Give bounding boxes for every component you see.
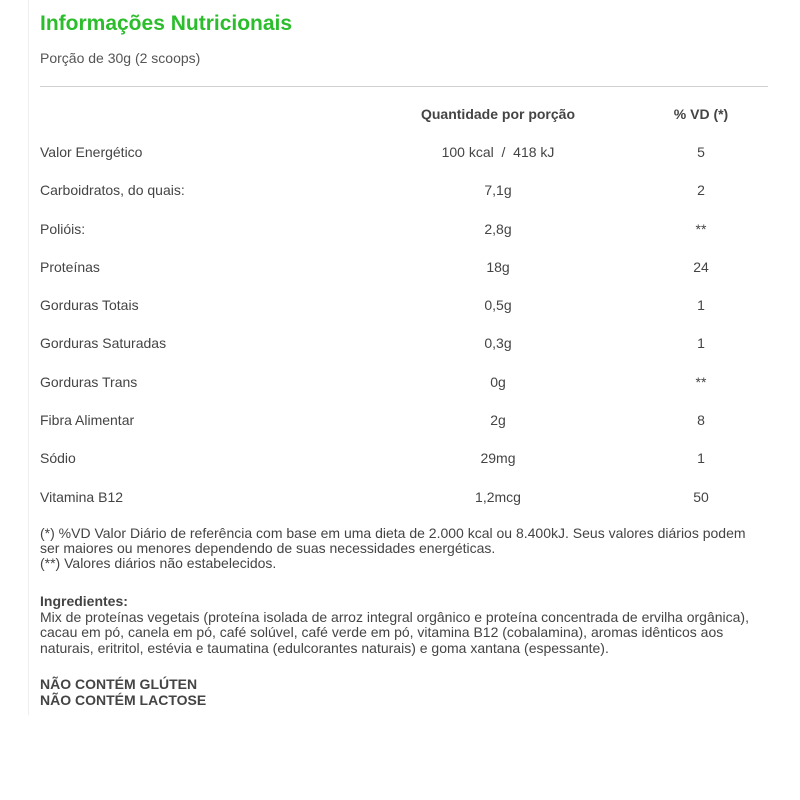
nutrient-quantity: 2,8g [484,220,512,237]
allergen-warnings [40,677,206,708]
nutrient-quantity: 7,1g [484,182,512,199]
nutrient-vd: ** [695,373,707,390]
table-row [40,325,768,363]
ingredients-text: Mix de proteínas vegetais (proteína isolada de arroz integral orgânico e proteína concentrada de ervilha orgânica), cacau em pó, canela em pó, café solúvel, café verde em pó, vitamina B12 (cobalamina), aromas idênticos aos naturais, eritritol, estévia e taumatina (edulcorantes naturais) e goma xantana (espessante). [40,608,749,656]
not-established-footnote: (**) Valores diários não estabelecidos. [40,555,277,571]
left-border-line [28,0,29,715]
nutrient-name: Gorduras Trans [40,373,138,390]
nutrient-name: Gorduras Saturadas [40,335,167,352]
nutrient-quantity: 1,2mcg [475,488,521,505]
page-title: Informações Nutricionais [40,12,293,35]
nutrient-vd: 8 [697,412,705,429]
table-row [40,211,768,249]
nutrient-vd: 50 [693,488,709,505]
portion-size: Porção de 30g (2 scoops) [40,50,201,66]
table-row [40,134,768,172]
nutrient-vd: 2 [697,182,705,199]
divider [40,86,768,87]
table-row [40,440,768,478]
vd-footnote: (*) %VD Valor Diário de referência com base em uma dieta de 2.000 kcal ou 8.400kJ. Seus valores diários podem ser maiores ou menores dependendo de suas necessidades energéticas. [40,525,746,556]
nutrient-name: Gorduras Totais [40,297,139,314]
header-vd: % VD (*) [673,106,729,122]
nutrition-table [40,96,768,517]
gluten-warning: NÃO CONTÉM GLÚTEN [40,676,198,692]
nutrient-name: Vitamina B12 [40,488,124,505]
nutrient-vd: 1 [697,335,705,352]
nutrient-vd: ** [695,220,707,237]
nutrient-quantity: 29mg [480,450,516,467]
nutrient-name: Polióis: [40,220,86,237]
nutrient-name: Sódio [40,450,76,467]
table-row [40,479,768,517]
nutrient-vd: 1 [697,297,705,314]
table-row [40,402,768,440]
nutrient-name: Proteínas [40,258,100,275]
nutrient-quantity: 0,5g [484,297,512,314]
footnotes [40,526,768,571]
nutrient-vd: 1 [697,450,705,467]
table-row [40,249,768,287]
nutrient-quantity: 100 kcal / 418 kJ [441,144,555,160]
nutrient-quantity: 0g [490,373,506,390]
nutrient-name: Carboidratos, do quais: [40,182,185,199]
nutrient-quantity: 0,3g [484,335,512,352]
nutrient-quantity: 2g [490,412,506,429]
table-row [40,172,768,210]
table-row [40,364,768,402]
ingredients-section [40,594,768,656]
header-quantity: Quantidade por porção [420,106,576,122]
nutrient-vd: 24 [693,258,709,275]
table-row [40,287,768,325]
nutrient-quantity: 18g [486,258,510,275]
nutrient-name: Valor Energético [40,144,143,160]
ingredients-title: Ingredientes: [40,593,128,609]
nutrient-name: Fibra Alimentar [40,412,135,429]
nutrient-vd: 5 [697,144,705,160]
lactose-warning: NÃO CONTÉM LACTOSE [40,691,207,708]
table-header-row [40,96,768,134]
